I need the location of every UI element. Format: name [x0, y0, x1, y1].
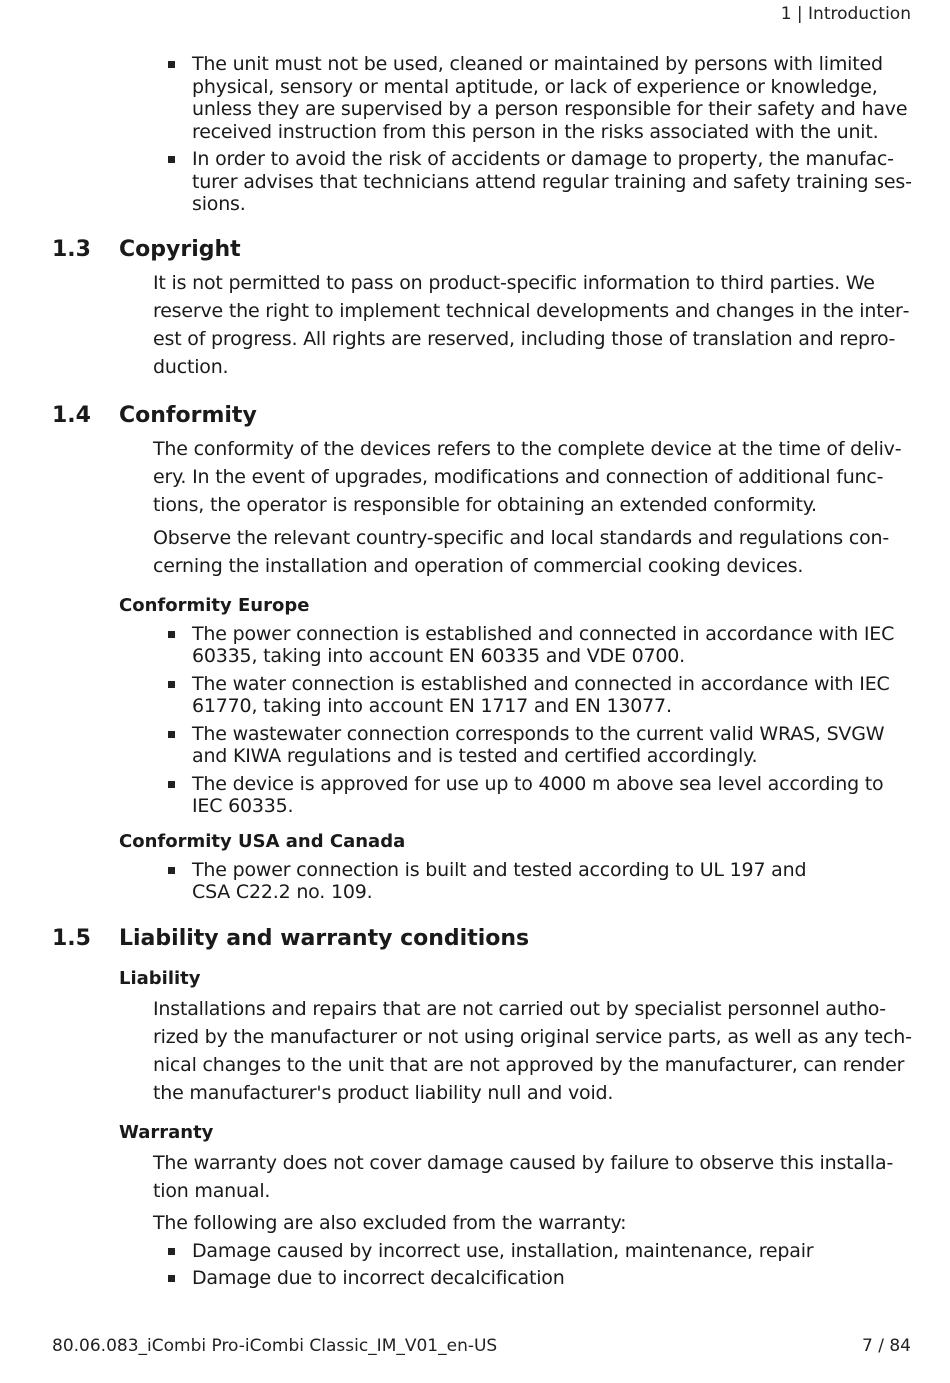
conformity-usa-list	[52, 859, 912, 904]
list-item: The unit must not be used, cleaned or maintained by persons with limited physical, sensory or mental aptitude, or lack of experience or knowledge, unless they are supervised by a person responsible for their safety and have received instruction from this person in the risks associated with the unit.	[192, 53, 912, 143]
subheading-conformity-usa-canada: Conformity USA and Canada	[119, 830, 406, 852]
section-heading-liability	[52, 926, 912, 951]
page-content	[52, 50, 912, 1295]
conformity-europe-list	[52, 623, 912, 818]
list-item: The power connection is built and tested according to UL 197 and CSA C22.2 no. 109.	[192, 859, 832, 904]
section-title: Conformity	[119, 402, 257, 428]
paragraph: Installations and repairs that are not carried out by specialist personnel authorized by the manufacturer or not using original service parts, as well as any technical changes to the unit that are not approved by the manufacturer, can render the manufacturer's product liability null and void.	[153, 997, 912, 1104]
subheading-warranty: Warranty	[119, 1121, 214, 1143]
list-item: The device is approved for use up to 4000 m above sea level according to IEC 60335.	[192, 773, 912, 818]
running-header: 1 | Introduction	[780, 4, 911, 24]
section-title: Liability and warranty conditions	[119, 925, 530, 951]
list-item: The wastewater connection corresponds to the current valid WRAS, SVGW and KIWA regulations and is tested and certified accordingly.	[192, 723, 912, 768]
section-title: Copyright	[119, 236, 241, 262]
section-heading-conformity	[52, 403, 912, 428]
list-item: The water connection is established and connected in accordance with IEC 61770, taking into account EN 1717 and EN 13077.	[192, 673, 912, 718]
paragraph: The conformity of the devices refers to the complete device at the time of delivery. In the event of upgrades, modifications and connection of additional functions, the operator is responsible for obtaining an extended conformity.	[153, 437, 902, 516]
list-item: In order to avoid the risk of accidents or damage to property, the manufacturer advises that technicians attend regular training and safety training sessions.	[192, 148, 912, 215]
page-number: 7 / 84	[862, 1336, 911, 1356]
list-item: The power connection is established and connected in accordance with IEC 60335, taking into account EN 60335 and VDE 0700.	[192, 623, 912, 668]
paragraph: Observe the relevant country-specific and local standards and regulations concerning the installation and operation of commercial cooking devices.	[153, 526, 890, 577]
list-item: Damage caused by incorrect use, installation, maintenance, repair	[192, 1240, 912, 1263]
list-item: Damage due to incorrect decalcification	[192, 1267, 912, 1290]
paragraph: The following are also excluded from the warranty:	[153, 1211, 627, 1234]
paragraph: It is not permitted to pass on product-specific information to third parties. We reserve the right to implement technical developments and changes in the interest of progress. All rights are reserved, including those of translation and reproduction.	[153, 271, 910, 378]
page-footer	[52, 1336, 911, 1356]
subheading-conformity-europe: Conformity Europe	[119, 594, 310, 616]
paragraph: The warranty does not cover damage caused by failure to observe this installation manual.	[153, 1151, 894, 1202]
warranty-exclusions-list	[52, 1240, 912, 1290]
section-number: 1.3	[52, 236, 91, 262]
section-heading-copyright	[52, 237, 912, 262]
section-number: 1.4	[52, 402, 91, 428]
intro-bullet-list	[52, 53, 912, 216]
subheading-liability: Liability	[119, 967, 201, 989]
document-id: 80.06.083_iCombi Pro-iCombi Classic_IM_V01_en-US	[52, 1336, 498, 1356]
section-number: 1.5	[52, 925, 91, 951]
